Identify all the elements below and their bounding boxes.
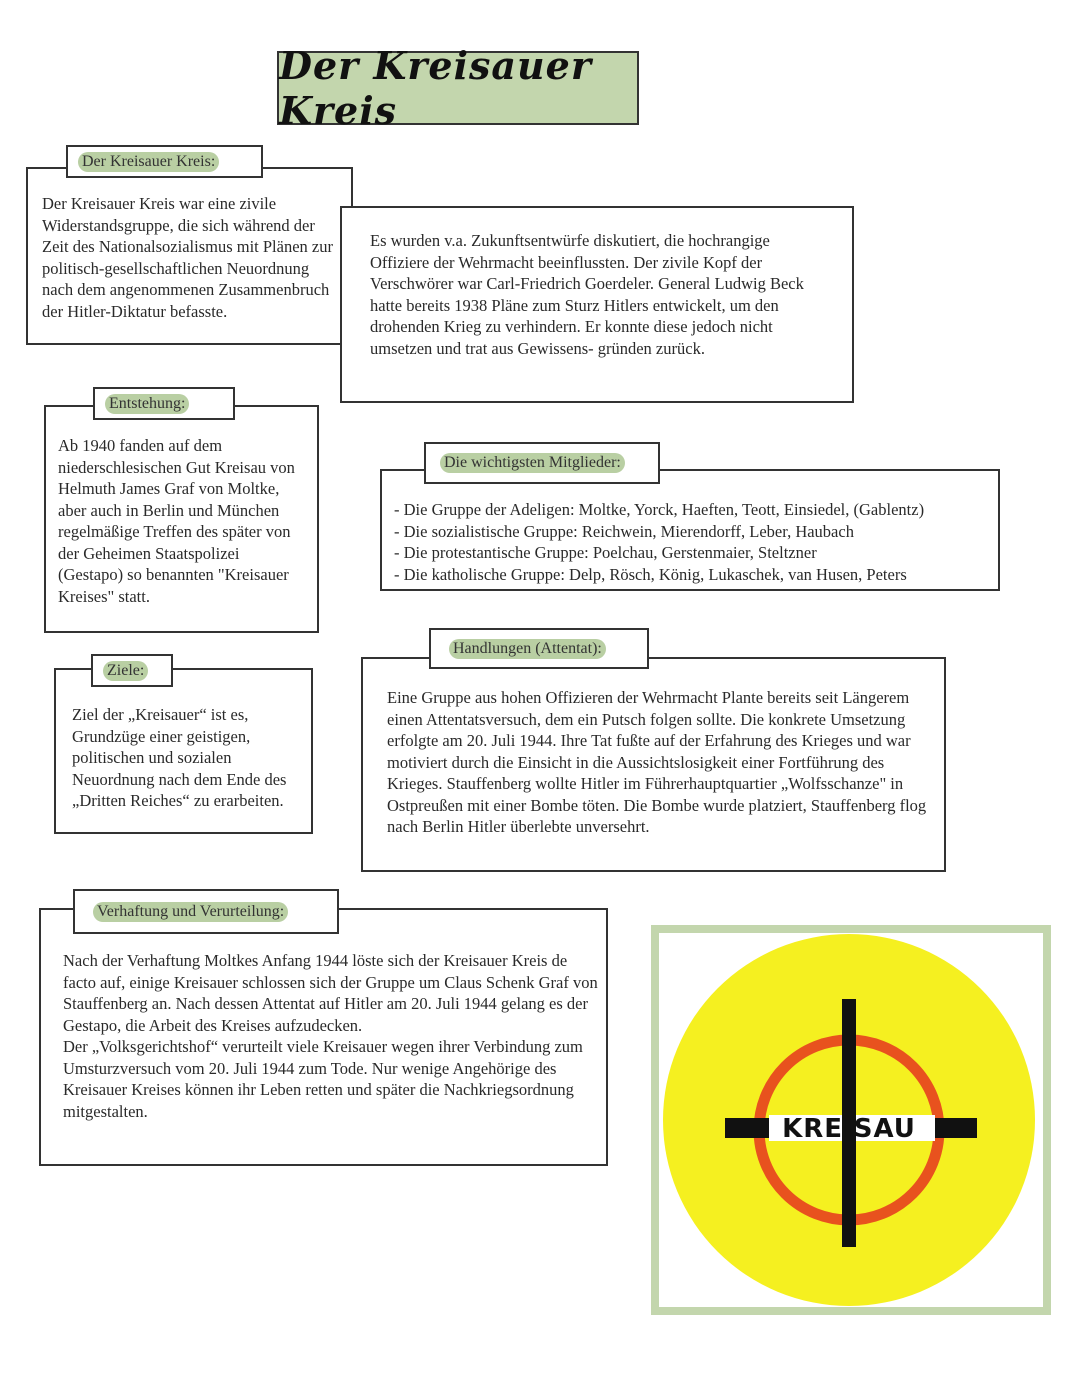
intro-box — [26, 167, 353, 345]
list-item: - Die Gruppe der Adeligen: Moltke, Yorck, Haeften, Teott, Einsiedel, (Gablentz) — [394, 500, 925, 519]
goals-box — [54, 668, 313, 834]
actions-box — [361, 657, 946, 872]
intro-label: Der Kreisauer Kreis: — [66, 145, 263, 178]
goals-label: Ziele: — [91, 654, 173, 687]
goals-text: Ziel der „Kreisauer“ ist es, Grundzüge einer geistigen, politischen und sozialen Neuordnung nach dem Ende des „Dritten Reiches“ zu erarbeiten. — [72, 705, 287, 810]
discussion-text: Es wurden v.a. Zukunftsentwürfe diskutiert, die hochrangige Offiziere der Wehrmacht beeinflussten. Der zivile Kopf der Verschwörer war Carl-Friedrich Goerdeler. General Ludwig Beck hatte bereits 1938 Pläne zum Sturz Hitlers entwickelt, um den drohenden Krieg zu verhindern. Er konnte diese jedoch nicht umsetzen und trat aus Gewissens- gründen zurück. — [370, 231, 804, 358]
arrest-label: Verhaftung und Verurteilung: — [73, 889, 339, 934]
actions-label: Handlungen (Attentat): — [429, 628, 649, 669]
arrest-text-2: Der „Volksgerichtshof“ verurteilt viele Kreisauer wegen ihrer Verbindung zum Umsturzversuch vom 20. Juli 1944 zum Tode. Nur wenige Angehörige des Kreisauer Kreises können ihr Leben retten und später die Nachkriegsordnung mitgestalten. — [63, 1037, 583, 1121]
actions-text: Eine Gruppe aus hohen Offizieren der Wehrmacht Plante bereits seit Längerem einen Attentatsversuch, dem ein Putsch folgen sollte. Die konkrete Umsetzung erfolgte am 20. Juli 1944. Ihre Tat fußte auf der Erfahrung des Krieges und war motiviert durch die Einsicht in die Aussichtslosigkeit einer Fortführung des Krieges. Stauffenberg wollte Hitler im Führerhauptquartier „Wolfsschanze" in Ostpreußen mit einer Bombe töten. Die Bombe wurde platziert, Stauffenberg flog nach Berlin Hitler überlebte unversehrt. — [387, 688, 927, 836]
list-item: - Die protestantische Gruppe: Poelchau, Gerstenmaier, Steltzner — [394, 543, 817, 562]
arrest-text-1: Nach der Verhaftung Moltkes Anfang 1944 löste sich der Kreisauer Kreis de facto auf, einige Kreisauer schlossen sich der Gruppe um Claus Schenk Graf von Stauffenberg an. Nach dessen Attentat auf Hitler am 20. Juli 1944 gelang es der Gestapo, die Arbeit des Kreises aufzudecken. — [63, 951, 598, 1035]
members-label: Die wichtigsten Mitglieder: — [424, 442, 660, 484]
logo-text: KREISAU — [782, 1114, 916, 1144]
discussion-box — [340, 206, 854, 403]
members-box — [380, 469, 1000, 591]
origin-label: Entstehung: — [93, 387, 235, 420]
logo-frame — [651, 925, 1051, 1315]
kreisau-logo — [659, 933, 1043, 1307]
members-list — [394, 499, 988, 585]
list-item: - Die sozialistische Gruppe: Reichwein, Mierendorff, Leber, Haubach — [394, 521, 854, 541]
page-title: Der Kreisauer Kreis — [277, 51, 639, 125]
intro-text: Der Kreisauer Kreis war eine zivile Widerstandsgruppe, die sich während der Zeit des Nationalsozialismus mit Plänen zur politisch-gesellschaftlichen Neuordnung nach dem angenommenen Zusammenbruch der Hitler-Diktatur befasste. — [42, 194, 333, 321]
list-item: - Die katholische Gruppe: Delp, Rösch, König, Lukaschek, van Husen, Peters — [394, 564, 907, 584]
origin-text: Ab 1940 fanden auf dem niederschlesischen Gut Kreisau von Helmuth James Graf von Moltke, aber auch in Berlin und München regelmäßige Treffen des später von der Geheimen Staatspolizei (Gestapo) so benannten "Kreisauer Kreises" statt. — [58, 436, 295, 606]
origin-box — [44, 405, 319, 633]
arrest-box — [39, 908, 608, 1166]
